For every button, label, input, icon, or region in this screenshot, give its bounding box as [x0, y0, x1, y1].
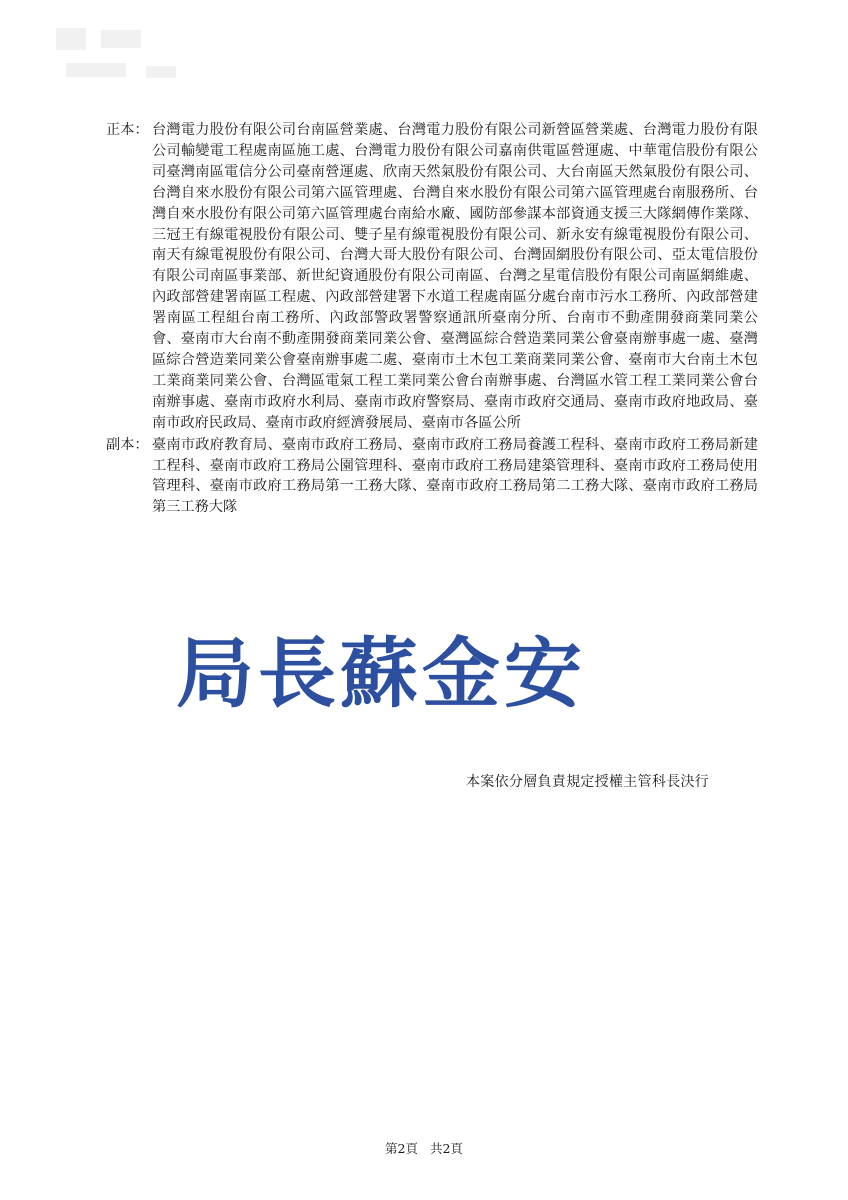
- signature-stamp-graphic: [176, 628, 596, 718]
- page-number: [0, 1139, 848, 1157]
- recipient-list: [106, 120, 758, 518]
- svg-text:局長蘇金安: 局長蘇金安: [176, 629, 586, 718]
- page-current: 第2頁: [385, 1141, 418, 1156]
- scan-watermark-mark: [46, 18, 196, 98]
- copy-recipients: [106, 435, 758, 519]
- primary-recipients-text: 台灣電力股份有限公司台南區營業處、台灣電力股份有限公司新營區營業處、台灣電力股份有限公司輸變電工程處南區施工處、台灣電力股份有限公司嘉南供電區營運處、中華電信股份有限公司臺灣南區電信分公司臺南營運處、欣南天然氣股份有限公司、大台南區天然氣股份有限公司、台灣自來水股份有限公司第六區管理處、台灣自來水股份有限公司第六區管理處台南服務所、台灣自來水股份有限公司第六區管理處台南給水廠、國防部參謀本部資通支援三大隊網傳作業隊、三冠王有線電視股份有限公司、雙子星有線電視股份有限公司、新永安有線電視股份有限公司、南天有線電視股份有限公司、台灣大哥大股份有限公司、台灣固網股份有限公司、亞太電信股份有限公司南區事業部、新世紀資通股份有限公司南區、台灣之星電信股份有限公司南區網維處、內政部營建署南區工程處、內政部營建署下水道工程處南區分處台南市污水工務所、內政部營建署南區工程組台南工務所、內政部警政署警察通訊所臺南分所、台南市不動產開發商業同業公會、臺南市大台南不動產開發商業同業公會、臺灣區綜合營造業同業公會臺南辦事處一處、臺灣區綜合營造業同業公會臺南辦事處二處、臺南市土木包工業商業同業公會、臺南市大台南土木包工業商業同業公會、台灣區電氣工程工業同業公會台南辦事處、台灣區水管工程工業同業公會台南辦事處、臺南市政府水利局、臺南市政府警察局、臺南市政府交通局、臺南市政府地政局、臺南市政府民政局、臺南市政府經濟發展局、臺南市各區公所: [152, 122, 758, 431]
- copy-recipients-label: 副本：: [106, 436, 149, 453]
- director-signature-stamp: [176, 628, 596, 718]
- copy-recipients-text: 臺南市政府教育局、臺南市政府工務局、臺南市政府工務局養護工程科、臺南市政府工務局新建工程科、臺南市政府工務局公園管理科、臺南市政府工務局建築管理科、臺南市政府工務局使用管理科、臺南市政府工務局第一工務大隊、臺南市政府工務局第二工務大隊、臺南市政府工務局第三工務大隊: [152, 436, 758, 516]
- primary-recipients-label: 正本：: [106, 122, 149, 138]
- page-total: 共2頁: [429, 1141, 463, 1156]
- primary-recipients: [106, 120, 758, 434]
- authorization-note: 本案依分層負責規定授權主管科長決行: [466, 774, 710, 790]
